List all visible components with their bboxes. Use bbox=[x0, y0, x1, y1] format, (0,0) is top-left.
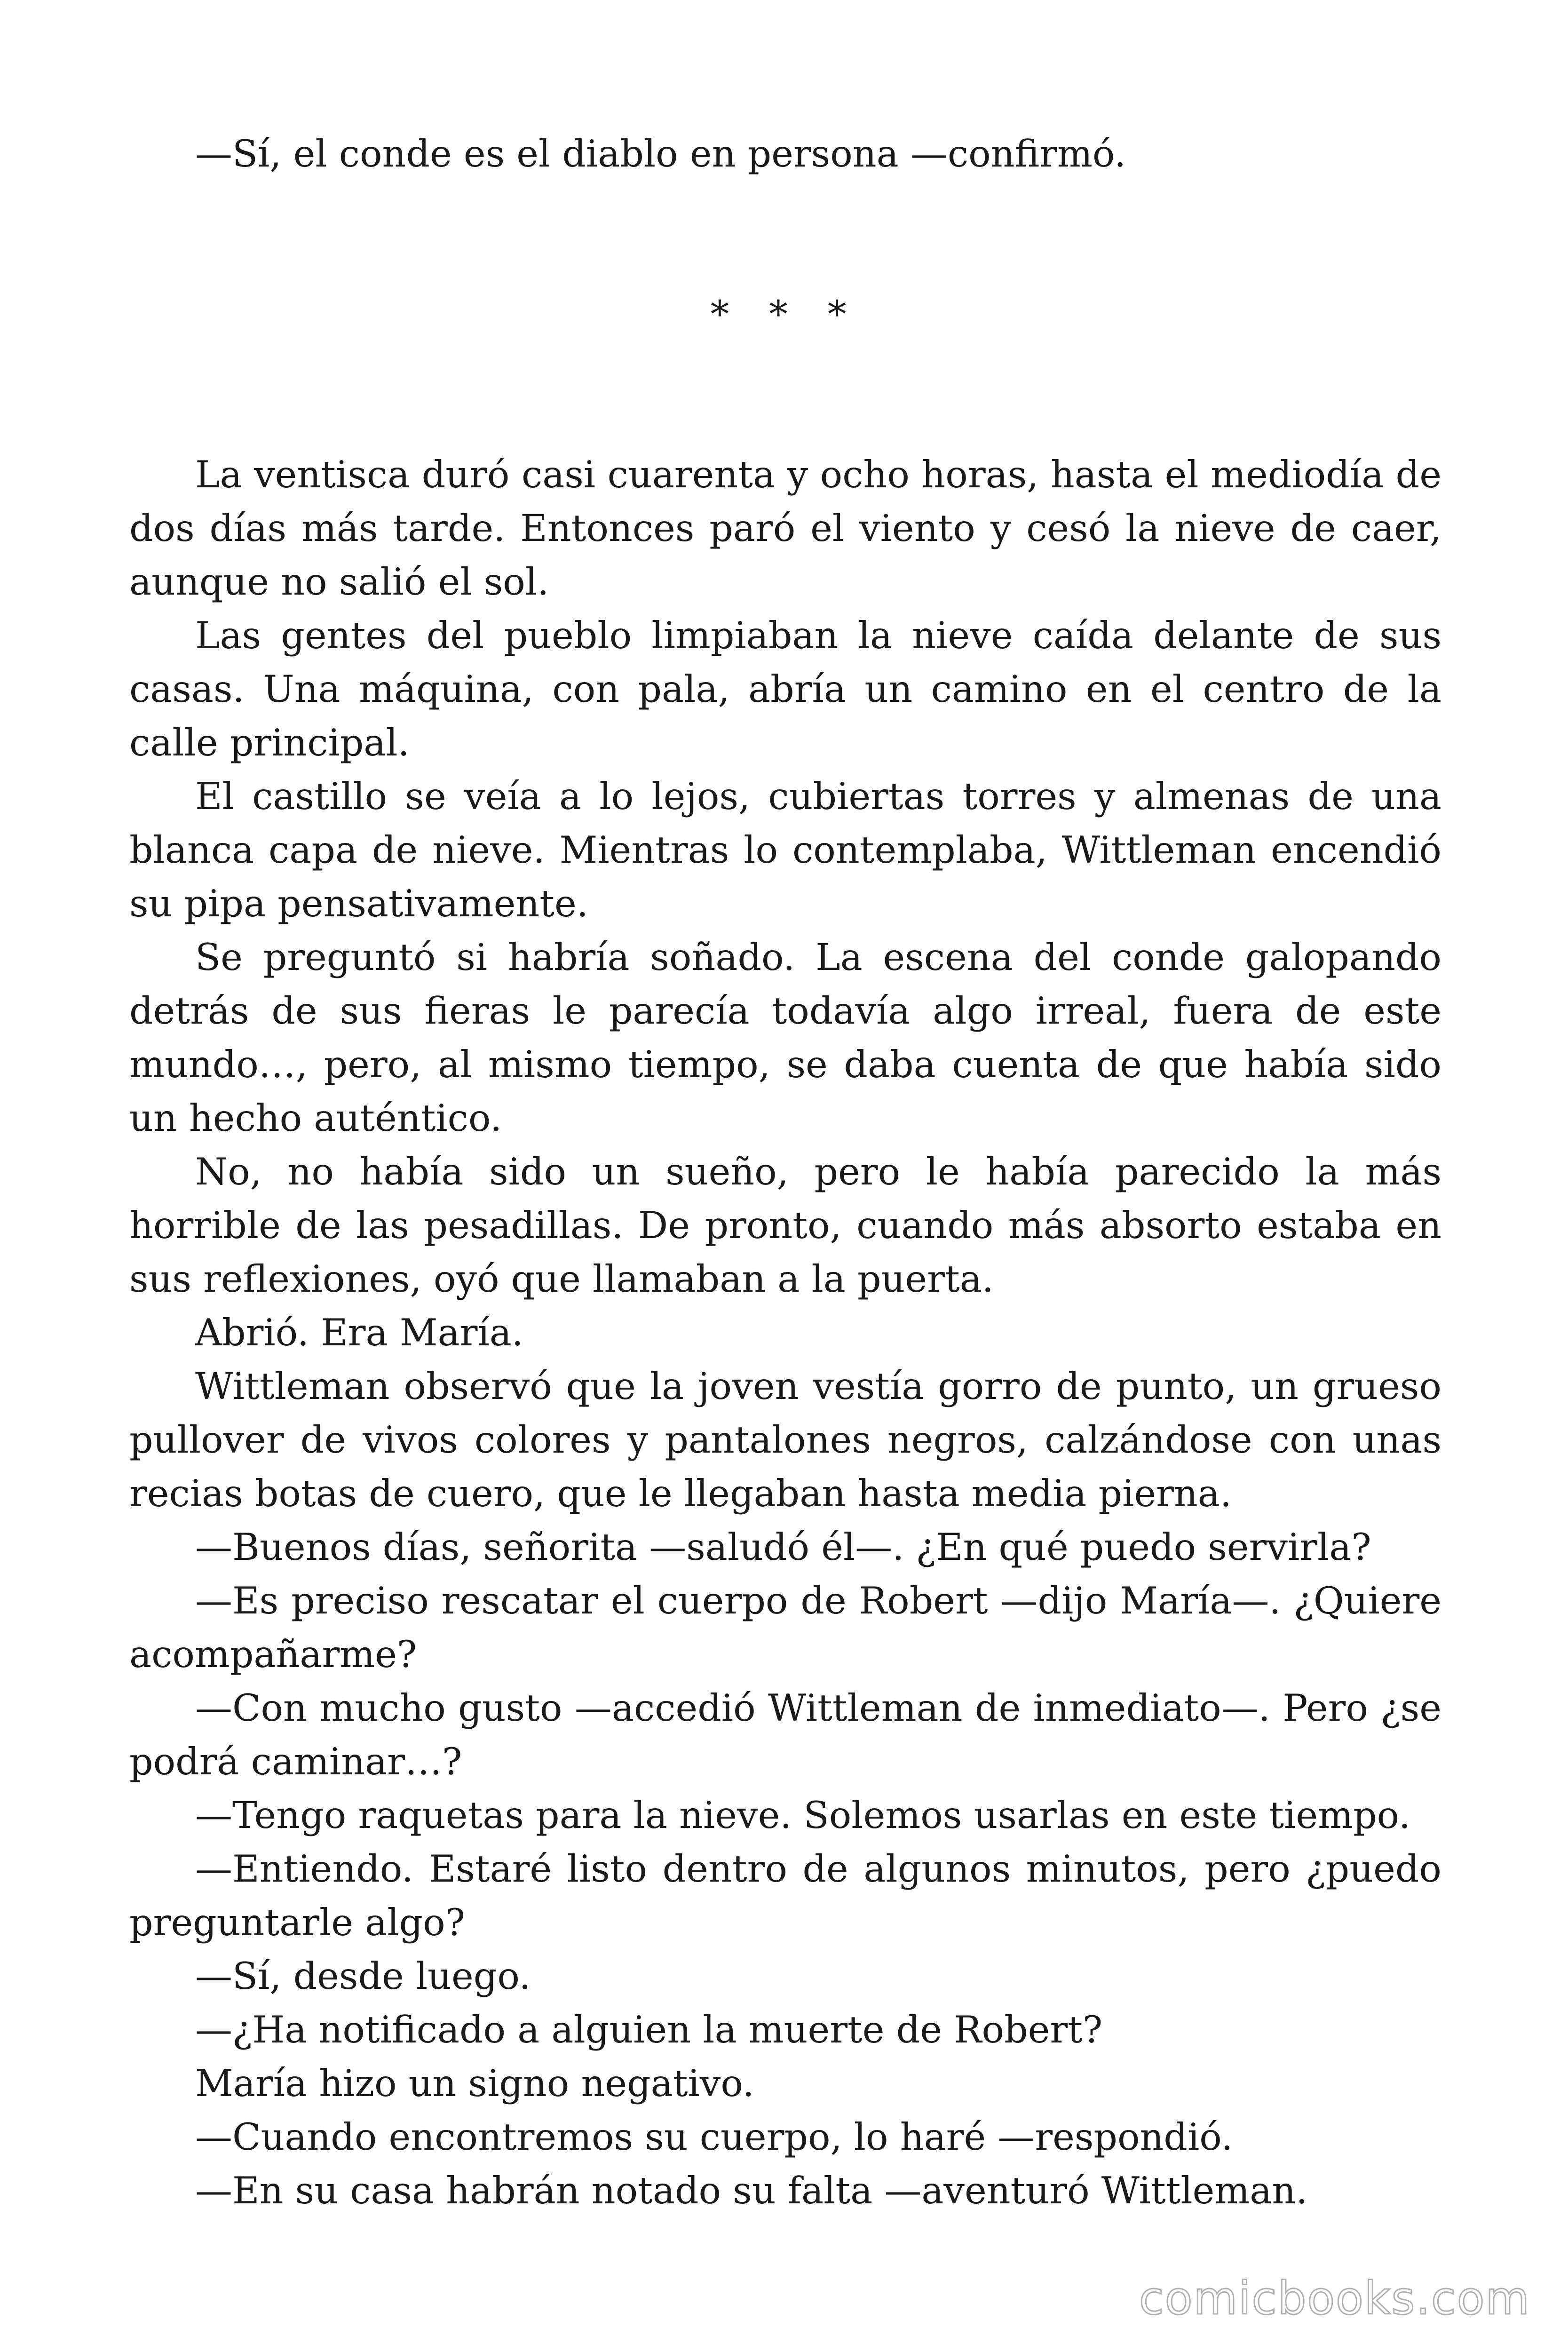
book-page bbox=[129, 127, 1441, 2217]
dialogue-line: —Con mucho gusto —accedió Wittleman de inmediato—. Pero ¿se podrá caminar…? bbox=[129, 1686, 1441, 1783]
dialogue-line: —Entiendo. Estaré listo dentro de algunos minutos, pero ¿puedo preguntarle algo? bbox=[129, 1847, 1441, 1944]
dialogue-line: —Cuando encontremos su cuerpo, lo haré —respondió. bbox=[195, 2115, 1233, 2159]
paragraph: El castillo se veía a lo lejos, cubiertas torres y almenas de una blanca capa de nieve. Mientras lo contemplaba, Wittleman encendió su pipa pensativamente. bbox=[129, 775, 1441, 925]
section-separator: * * * bbox=[710, 293, 861, 336]
dialogue-line: —En su casa habrán notado su falta —aventuró Wittleman. bbox=[195, 2169, 1308, 2212]
paragraph: No, no había sido un sueño, pero le había parecido la más horrible de las pesadillas. De pronto, cuando más absorto estaba en sus reflexiones, oyó que llamaban a la puerta. bbox=[129, 1150, 1441, 1301]
dialogue-line: —¿Ha notificado a alguien la muerte de Robert? bbox=[195, 2008, 1103, 2051]
paragraph: Las gentes del pueblo limpiaban la nieve caída delante de sus casas. Una máquina, con pala, abría un camino en el centro de la calle principal. bbox=[129, 614, 1441, 764]
watermark: comicbooks.com bbox=[1139, 2272, 1530, 2325]
paragraph: La ventisca duró casi cuarenta y ocho horas, hasta el mediodía de dos días más tarde. Entonces paró el viento y cesó la nieve de caer, aunque no salió el sol. bbox=[129, 453, 1441, 604]
paragraph: Abrió. Era María. bbox=[195, 1311, 523, 1354]
dialogue-line: —Tengo raquetas para la nieve. Solemos usarlas en este tiempo. bbox=[195, 1794, 1410, 1837]
paragraph: Wittleman observó que la joven vestía gorro de punto, un grueso pullover de vivos colores y pantalones negros, calzándose con unas recias botas de cuero, que le llegaban hasta media pierna. bbox=[129, 1365, 1441, 1515]
dialogue-line: —Sí, desde luego. bbox=[195, 1955, 531, 1998]
paragraph: María hizo un signo negativo. bbox=[195, 2062, 754, 2105]
body-text bbox=[129, 448, 1441, 2217]
paragraph: Se preguntó si habría soñado. La escena del conde galopando detrás de sus fieras le parecía todavía algo irreal, fuera de este mundo…, pero, al mismo tiempo, se daba cuenta de que había sido un hecho auténtico. bbox=[129, 936, 1441, 1140]
dialogue-line: —Buenos días, señorita —saludó él—. ¿En qué puedo servirla? bbox=[195, 1526, 1371, 1569]
opening-line: —Sí, el conde es el diablo en persona —confirmó. bbox=[195, 132, 1126, 175]
dialogue-line: —Es preciso rescatar el cuerpo de Robert —dijo María—. ¿Quiere acompañarme? bbox=[129, 1579, 1441, 1676]
